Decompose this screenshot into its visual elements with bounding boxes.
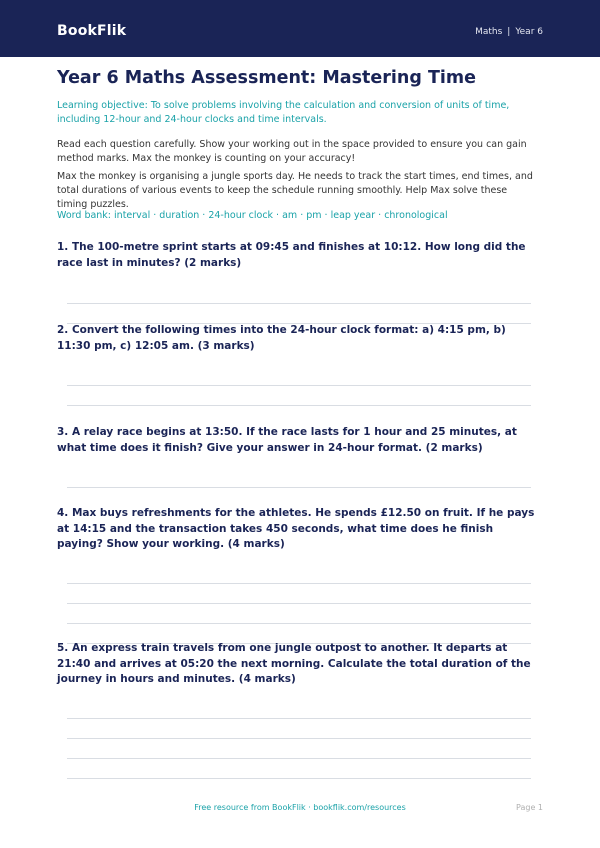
answer-line[interactable] (67, 303, 531, 304)
brand-logo: BookFlik (57, 23, 127, 39)
question-1: 1. The 100-metre sprint starts at 09:45 and finishes at 10:12. How long did the race last in minutes? (2 marks) (57, 241, 526, 269)
answer-line[interactable] (67, 385, 531, 386)
subject-breadcrumb (475, 27, 543, 37)
answer-line[interactable] (67, 405, 531, 406)
question-5: 5. An express train travels from one jungle outpost to another. It departs at 21:40 and arrives at 05:20 the next morning. Calculate the total duration of the journey in hours and minutes. (4 marks) (57, 642, 531, 685)
footer-link[interactable]: Free resource from BookFlik · bookflik.com/resources (194, 803, 406, 812)
answer-line[interactable] (67, 603, 531, 604)
instructions-text: Read each question carefully. Show your working out in the space provided to ensure you can gain method marks. Max the monkey is counting on your accuracy! (57, 139, 527, 164)
page-title: Year 6 Maths Assessment: Mastering Time (57, 68, 477, 88)
subject-label: Maths (475, 27, 503, 37)
answer-line[interactable] (67, 583, 531, 584)
answer-line[interactable] (67, 738, 531, 739)
question-2: 2. Convert the following times into the 24-hour clock format: a) 4:15 pm, b) 11:30 pm, c) 12:05 am. (3 marks) (57, 324, 506, 352)
learning-objective: Learning objective: To solve problems involving the calculation and conversion of units of time, including 12-hour and 24-hour clocks and time intervals. (57, 100, 510, 125)
question-4: 4. Max buys refreshments for the athletes. He spends £12.50 on fruit. If he pays at 14:15 and the transaction takes 450 seconds, what time does he finish paying? Show your working. (4 marks) (57, 507, 535, 550)
answer-line[interactable] (67, 758, 531, 759)
answer-line[interactable] (67, 623, 531, 624)
answer-line[interactable] (67, 778, 531, 779)
answer-line[interactable] (67, 718, 531, 719)
breadcrumb-separator: | (507, 27, 511, 37)
intro-text: Max the monkey is organising a jungle sports day. He needs to track the start times, end times, and total durations of various events to keep the schedule running smoothly. Help Max solve these timing puzzles. (57, 171, 533, 210)
page-number: Page 1 (516, 803, 543, 812)
answer-line[interactable] (67, 487, 531, 488)
page-header (0, 0, 600, 57)
question-3: 3. A relay race begins at 13:50. If the race lasts for 1 hour and 25 minutes, at what time does it finish? Give your answer in 24-hour format. (2 marks) (57, 426, 517, 454)
year-label: Year 6 (515, 27, 543, 37)
word-bank: Word bank: interval · duration · 24-hour clock · am · pm · leap year · chronological (57, 210, 448, 221)
